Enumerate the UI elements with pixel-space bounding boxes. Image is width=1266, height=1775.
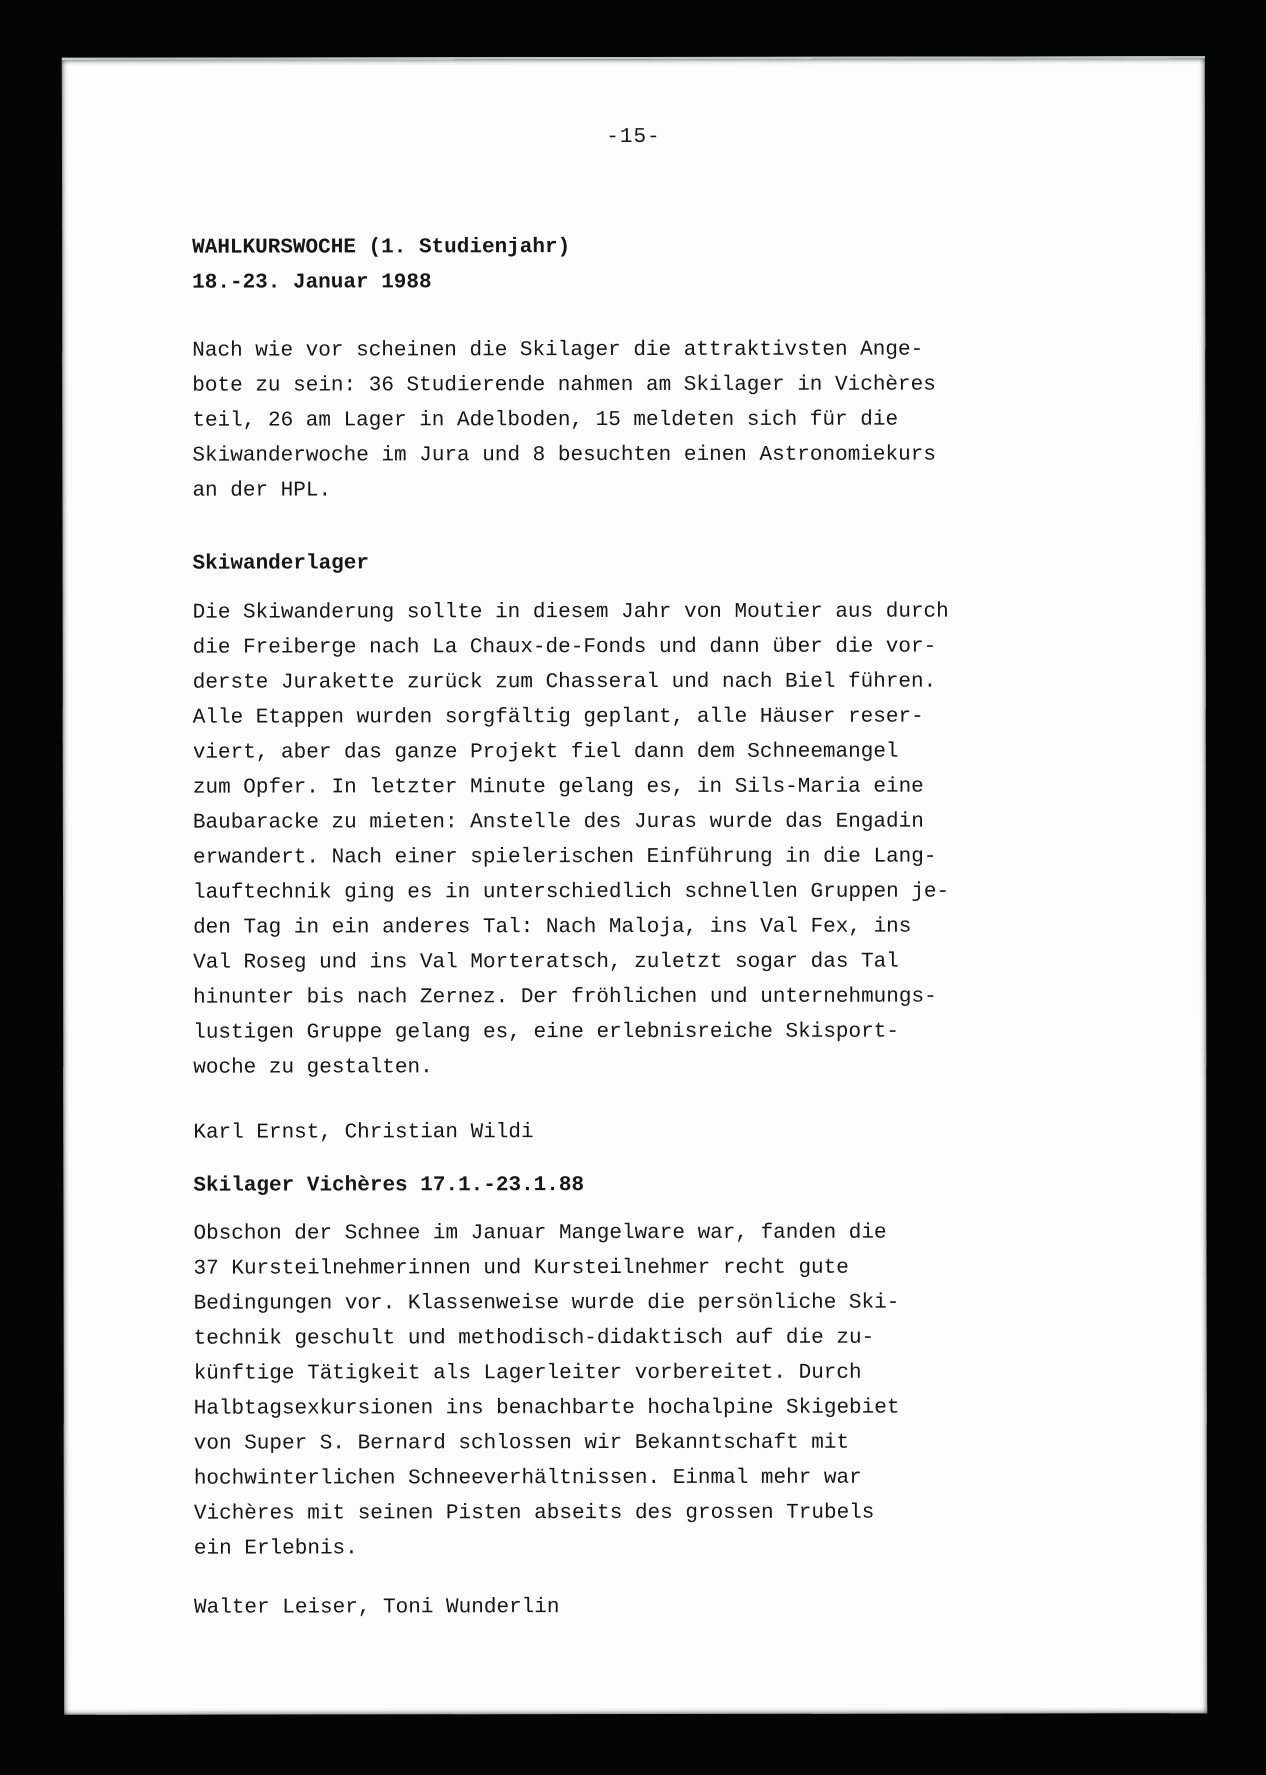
title-date-range: 18.-23. Januar 1988 bbox=[192, 271, 432, 295]
signature-skilager-vicheres: Walter Leiser, Toni Wunderlin bbox=[193, 1596, 560, 1620]
paragraph-skilager-vicheres: Obschon der Schnee im Januar Mangelware war, fanden die 37 Kursteilnehmerinnen und Kursteilnehmer recht gute Bedingungen vor. Klassenweise wurde die persönliche Ski- technik geschult und methodisch-didaktisch auf die zu- künftige Tätigkeit als Lagerleiter vorbereitet. Durch Halbtagsexkursionen ins benachbarte hochalpine Skigebiet von Super S. Bernard schlossen wir Bekanntschaft mit hochwinterlichen Schneeverhältnissen. Einmal mehr war Vichères mit seinen Pisten abseits des grossen Trubels ein Erlebnis. bbox=[193, 1221, 900, 1561]
page-number: -15- bbox=[606, 125, 661, 150]
document-title bbox=[192, 230, 570, 301]
scanned-page bbox=[62, 56, 1207, 1715]
paragraph-skiwanderlager: Die Skiwanderung sollte in diesem Jahr von Moutier aus durch die Freiberge nach La Chaux-de-Fonds und dann über die vor- derste Jurakette zurück zum Chasseral und nach Biel führen. Alle Etappen wurden sorgfältig geplant, alle Häuser reser- viert, aber das ganze Projekt fiel dann dem Schneemangel zum Opfer. In letzter Minute gelang es, in Sils-Maria eine Baubaracke zu mieten: Anstelle des Juras wurde das Engadin erwandert. Nach einer spielerischen Einführung in die Lang- lauftechnik ging es in unterschiedlich schnellen Gruppen je- den Tag in ein anderes Tal: Nach Maloja, ins Val Fex, ins Val Roseg und ins Val Morteratsch, zuletzt sogar das Tal hinunter bis nach Zernez. Der fröhlichen und unternehmungs- lustigen Gruppe gelang es, eine erlebnisreiche Skisport- woche zu gestalten. bbox=[192, 600, 950, 1080]
signature-skiwanderlager: Karl Ernst, Christian Wildi bbox=[193, 1121, 534, 1145]
intro-paragraph: Nach wie vor scheinen die Skilager die attraktivsten Ange- bote zu sein: 36 Studierende nahmen am Skilager in Vichères teil, 26 am Lager in Adelboden, 15 meldeten sich für die Skiwanderwoche im Jura und 8 besuchten einen Astronomiekurs an der HPL. bbox=[192, 338, 936, 503]
section-heading-skiwanderlager: Skiwanderlager bbox=[192, 552, 370, 576]
title-course-week: WAHLKURSWOCHE (1. Studienjahr) bbox=[192, 236, 571, 260]
section-heading-skilager-vicheres: Skilager Vichères 17.1.-23.1.88 bbox=[193, 1174, 585, 1198]
